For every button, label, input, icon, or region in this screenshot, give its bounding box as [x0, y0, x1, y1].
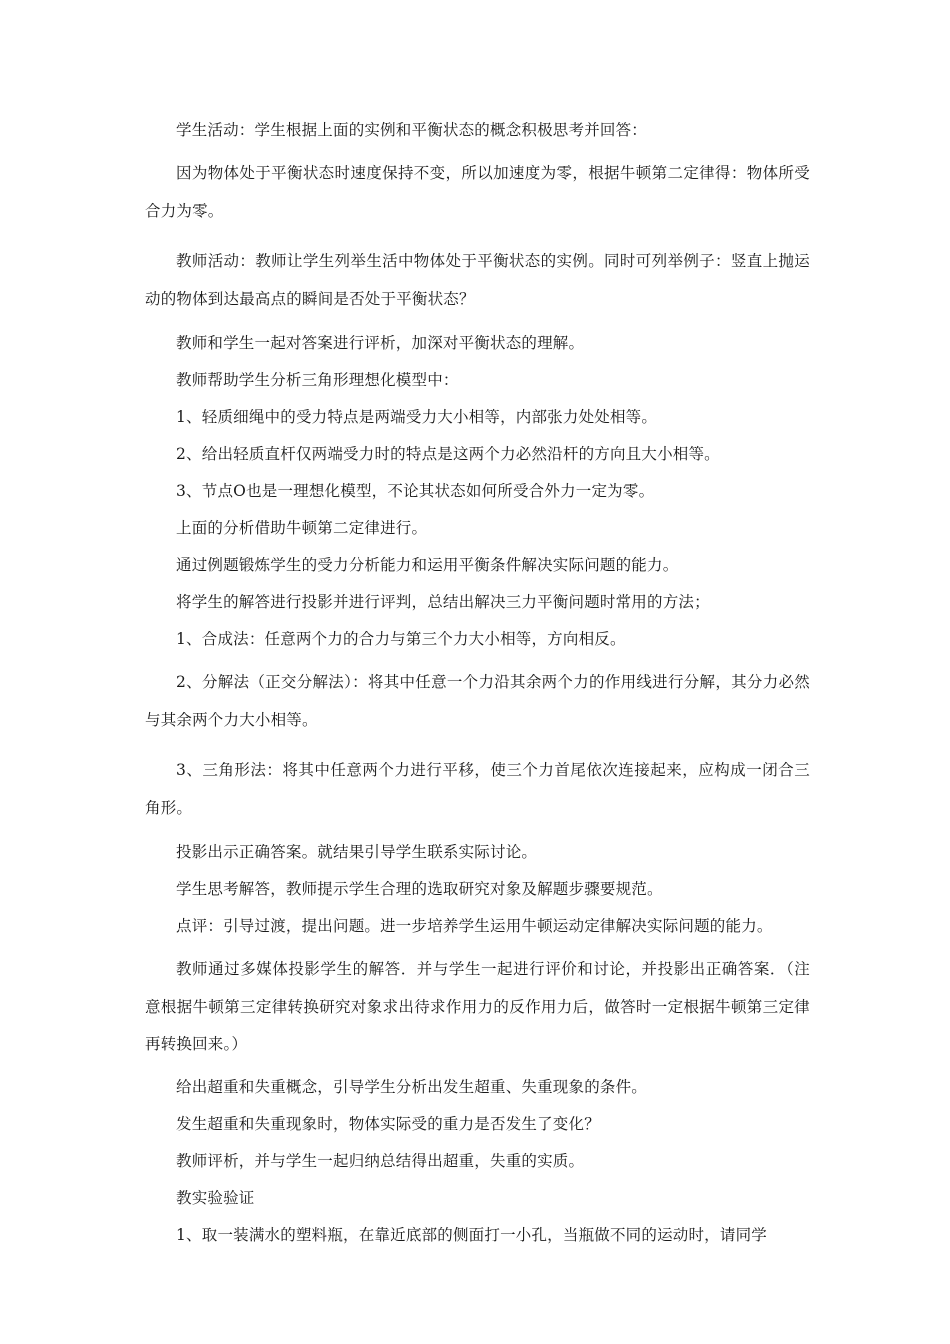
paragraph: 投影出示正确答案。就结果引导学生联系实际讨论。: [176, 843, 538, 861]
paragraph: 3、节点O也是一理想化模型，不论其状态如何所受合外力一定为零。: [176, 482, 655, 500]
paragraph: 1、取一装满水的塑料瓶，在靠近底部的侧面打一小孔，当瓶做不同的运动时，请同学: [176, 1225, 767, 1244]
paragraph: 教师通过多媒体投影学生的解答．并与学生一起进行评价和讨论，并投影出正确答案．（注意根据牛顿第三定律转换研究对象求出待求作用力的反作用力后，做答时一定根据牛顿第三定律再转换回来。）: [145, 960, 810, 1053]
paragraph: 教师活动：教师让学生列举生活中物体处于平衡状态的实例。同时可列举例子：竖直上抛运动的物体到达最高点的瞬间是否处于平衡状态？: [145, 252, 810, 308]
paragraph: 给出超重和失重概念，引导学生分析出发生超重、失重现象的条件。: [176, 1077, 648, 1096]
paragraph: 将学生的解答进行投影并进行评判，总结出解决三力平衡问题时常用的方法；: [176, 593, 710, 611]
paragraph: 点评：引导过渡，提出问题。进一步培养学生运用牛顿运动定律解决实际问题的能力。: [176, 917, 773, 935]
paragraph: 学生活动：学生根据上面的实例和平衡状态的概念积极思考并回答：: [176, 121, 648, 139]
paragraph: 因为物体处于平衡状态时速度保持不变，所以加速度为零，根据牛顿第二定律得：物体所受合力为零。: [145, 164, 810, 220]
paragraph: 教师和学生一起对答案进行评析，加深对平衡状态的理解。: [176, 334, 585, 352]
paragraph: 3、三角形法：将其中任意两个力进行平移，使三个力首尾依次连接起来，应构成一闭合三角形。: [145, 761, 810, 817]
paragraph: 2、给出轻质直杆仅两端受力时的特点是这两个力必然沿杆的方向且大小相等。: [176, 445, 720, 463]
paragraph: 通过例题锻炼学生的受力分析能力和运用平衡条件解决实际问题的能力。: [176, 556, 679, 574]
paragraph: 上面的分析借助牛顿第二定律进行。: [176, 519, 428, 537]
paragraph: 教师评析，并与学生一起归纳总结得出超重，失重的实质。: [176, 1151, 585, 1170]
paragraph: 发生超重和失重现象时，物体实际受的重力是否发生了变化？: [176, 1114, 600, 1133]
paragraph: 2、分解法（正交分解法）：将其中任意一个力沿其余两个力的作用线进行分解，其分力必然与其余两个力大小相等。: [145, 673, 810, 729]
paragraph: 学生思考解答，教师提示学生合理的选取研究对象及解题步骤要规范。: [176, 880, 663, 898]
paragraph: 1、合成法：任意两个力的合力与第三个力大小相等，方向相反。: [176, 630, 626, 648]
paragraph: 1、轻质细绳中的受力特点是两端受力大小相等，内部张力处处相等。: [176, 408, 658, 426]
document-body: [145, 118, 810, 1260]
paragraph: 教师帮助学生分析三角形理想化模型中：: [176, 371, 459, 389]
paragraph: 教实验验证: [176, 1188, 255, 1207]
